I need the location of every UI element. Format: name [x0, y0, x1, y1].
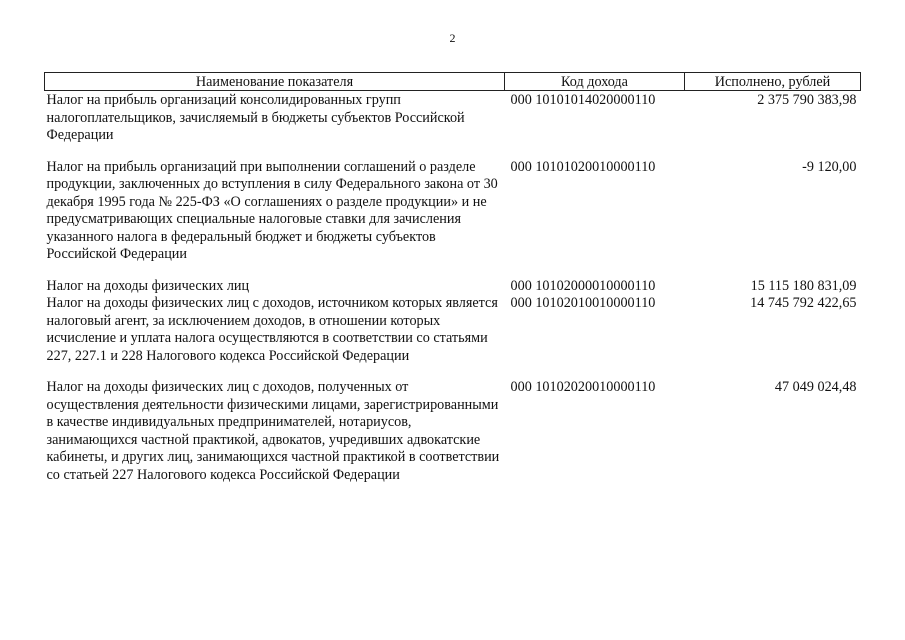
row-income-code: 000 10102010010000110	[510, 295, 656, 311]
header-indicator-name: Наименование показателя	[45, 73, 505, 91]
revenue-table	[44, 72, 861, 484]
table-row	[45, 91, 861, 159]
row-income-code: 000 10101020010000110	[510, 158, 656, 175]
row-income-code: 000 10102020010000110	[510, 379, 656, 395]
row-indicator-name: Налог на доходы физических лиц	[46, 277, 250, 294]
row-executed-amount: 2 375 790 383,98	[757, 92, 857, 108]
row-executed-amount: 47 049 024,48	[774, 379, 857, 395]
page-number: 2	[449, 31, 456, 45]
row-indicator-name: Налог на доходы физических лиц с доходов, источником которых является налоговый агент, за исключением доходов, в отношении которых исчисление и уплата налога осуществляются в соответствии со статьями 227, 227.1 и 228 Налогового кодекса Российской Федерации	[46, 295, 498, 364]
row-executed-amount: -9 120,00	[802, 158, 857, 175]
table-header-row	[45, 73, 861, 91]
row-indicator-name: Налог на прибыль организаций при выполнении соглашений о разделе продукции, заключенных до вступления в силу Федерального закона от 30 декабря 1995 года № 225-ФЗ «О соглашениях о разделе продукции» и не предусматривающих специальные налоговые ставки для зачисления указанного налога в федеральный бюджет и бюджеты субъектов Российской Федерации	[46, 158, 498, 262]
table-row	[45, 159, 861, 278]
header-executed-amount: Исполнено, рублей	[685, 73, 861, 91]
row-income-code: 000 10101014020000110	[510, 92, 656, 108]
row-income-code: 000 10102000010000110	[510, 277, 656, 294]
row-executed-amount: 14 745 792 422,65	[750, 295, 857, 311]
row-indicator-name: Налог на доходы физических лиц с доходов, полученных от осуществления деятельности физическими лицами, зарегистрированными в качестве индивидуальных предпринимателей, нотариусов, занимающихся частной практикой, адвокатов, учредивших адвокатские кабинеты, и других лиц, занимающихся частной практикой в соответствии со статьей 227 Налогового кодекса Российской Федерации	[46, 379, 500, 483]
row-executed-amount: 15 115 180 831,09	[750, 277, 857, 294]
table-row	[45, 278, 861, 296]
table-row	[45, 295, 861, 379]
row-indicator-name: Налог на прибыль организаций консолидированных групп налогоплательщиков, зачисляемый в бюджеты субъектов Российской Федерации	[46, 92, 465, 143]
table-row	[45, 379, 861, 484]
header-income-code: Код дохода	[505, 73, 685, 91]
